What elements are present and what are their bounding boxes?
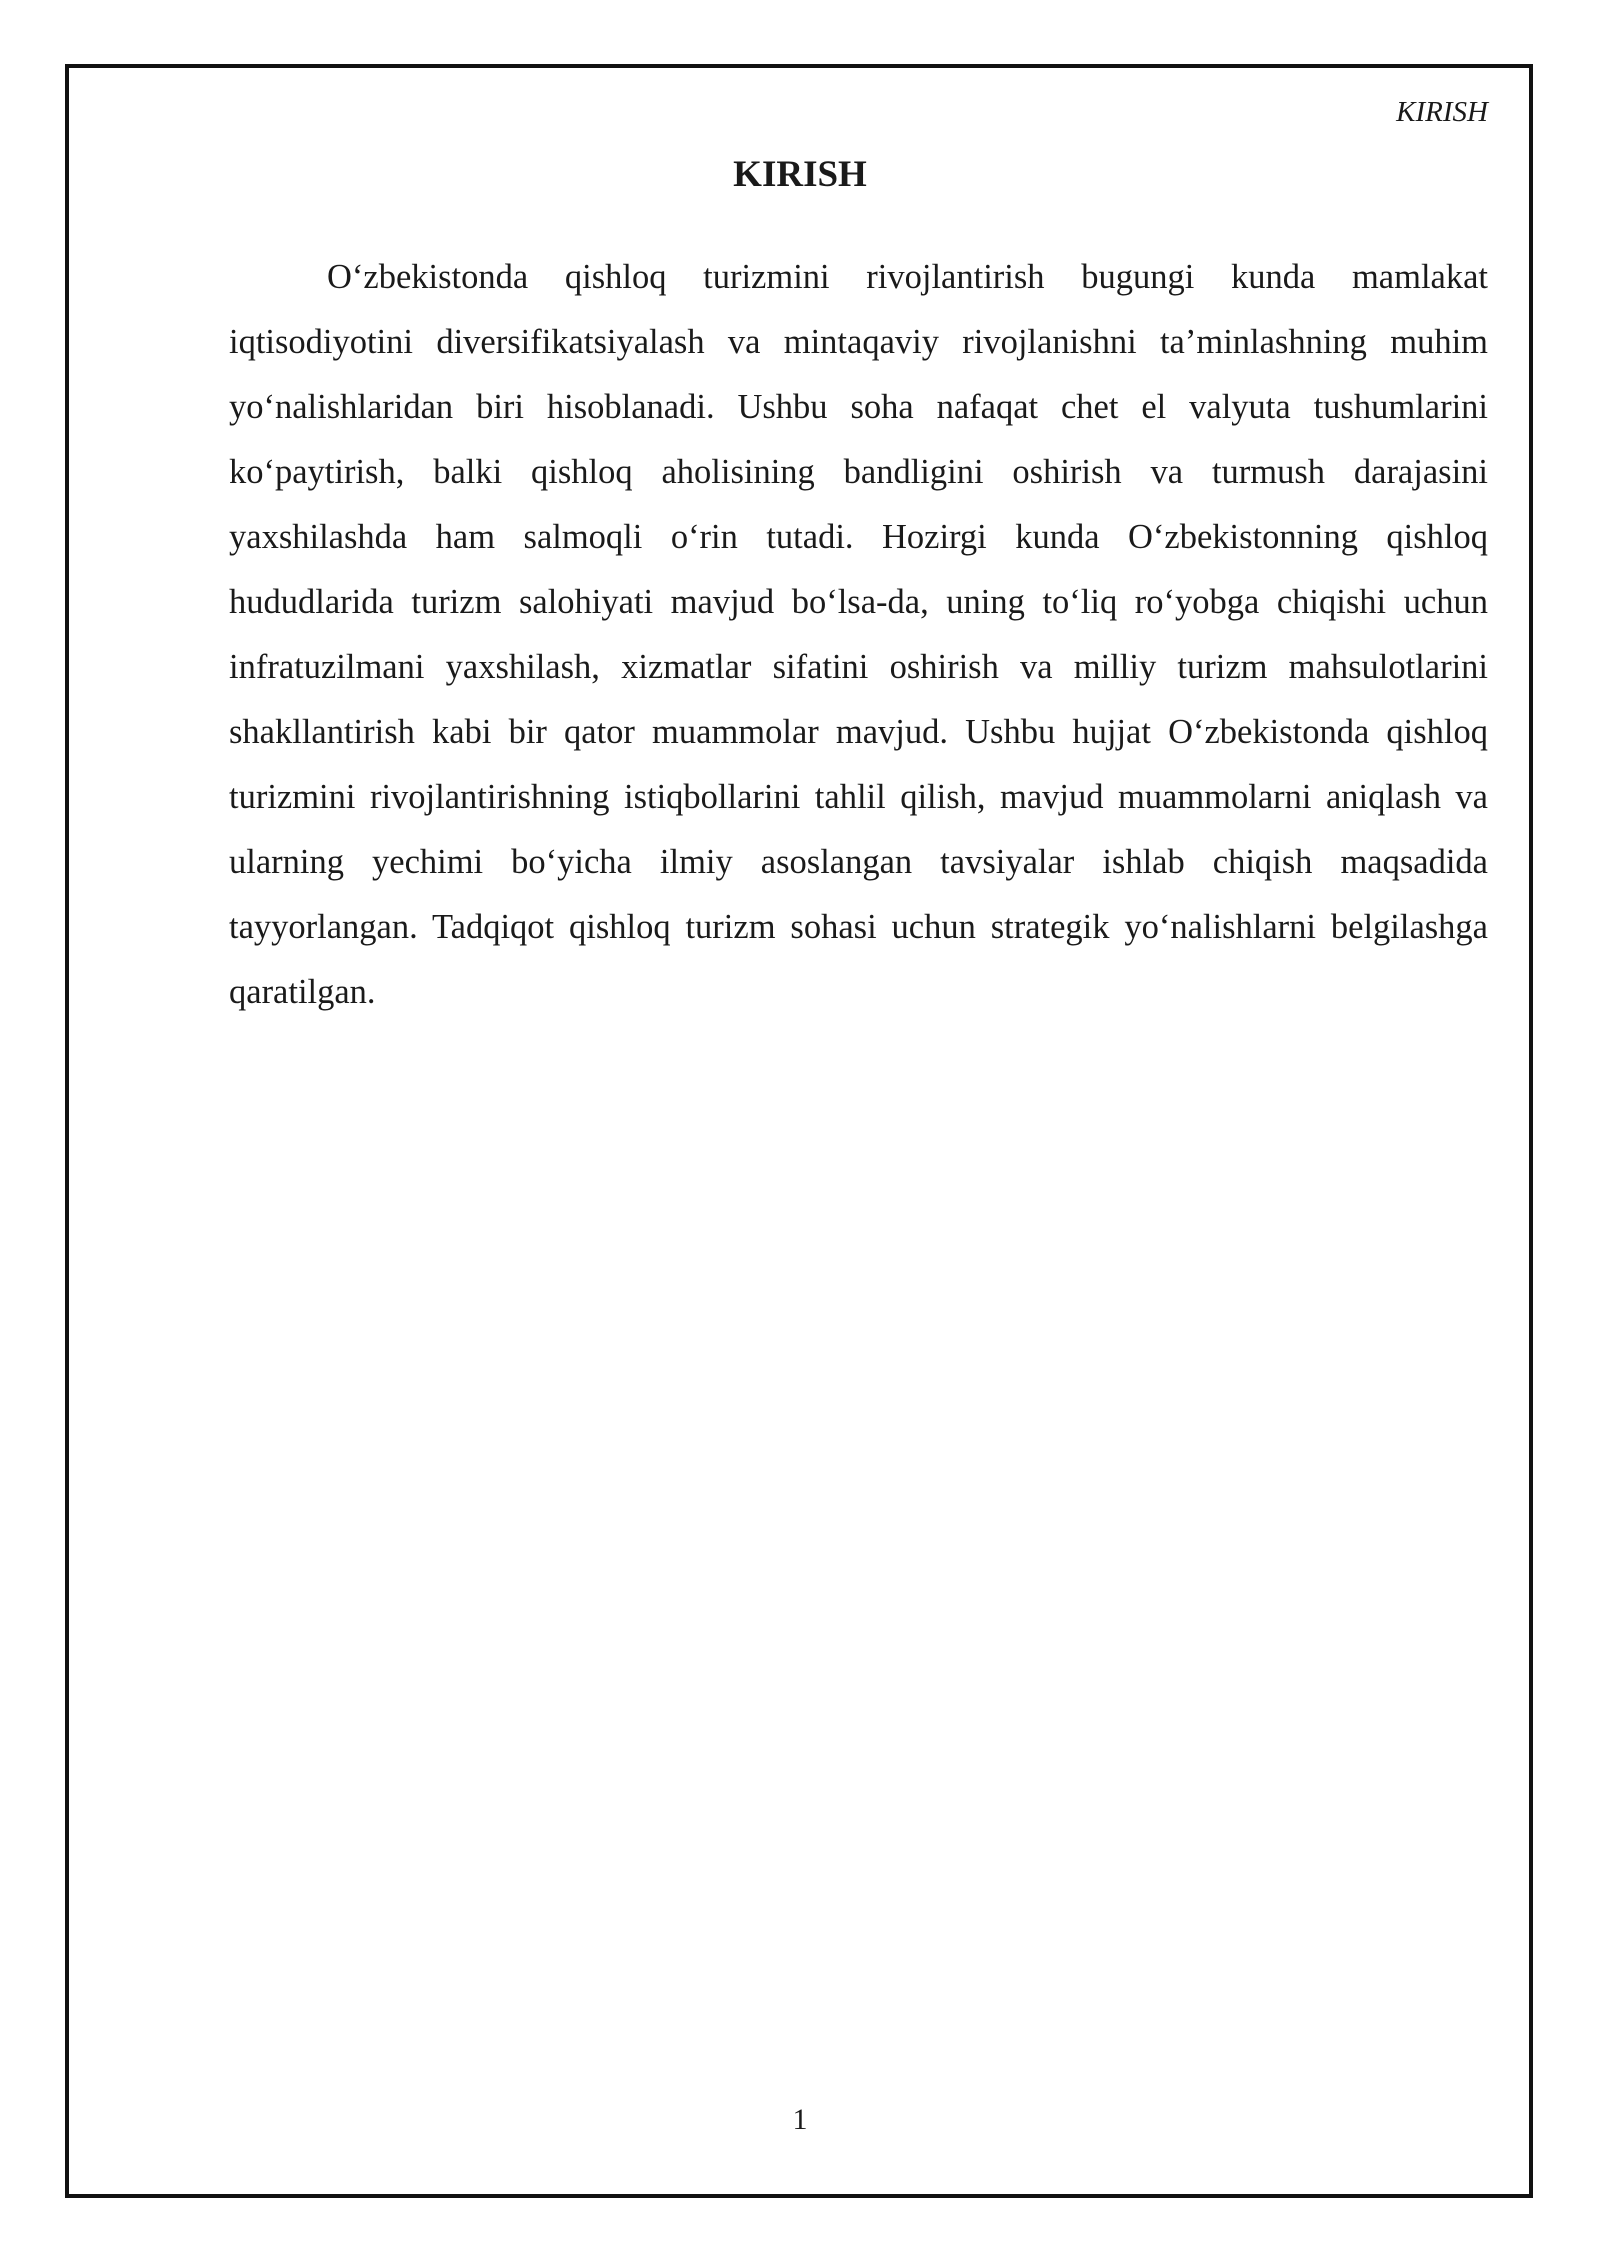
running-header: KIRISH: [1396, 96, 1488, 128]
page-title: KIRISH: [733, 154, 867, 195]
page-number: 1: [792, 2103, 808, 2136]
body-paragraph: O‘zbekistonda qishloq turizmini rivojlantirish bugungi kunda mamlakat iqtisodiyotini diversifikatsiyalash va mintaqaviy rivojlanishni ta’minlashning muhim yo‘nalishlaridan biri hisoblanadi. Ushbu soha nafaqat chet el valyuta tushumlarini ko‘paytirish, balki qishloq aholisining bandligini oshirish va turmush darajasini yaxshilashda ham salmoqli o‘rin tutadi. Hozirgi kunda O‘zbekistonning qishloq hududlarida turizm salohiyati mavjud bo‘lsa-da, uning to‘liq ro‘yobga chiqishi uchun infratuzilmani yaxshilash, xizmatlar sifatini oshirish va milliy turizm mahsulotlarini shakllantirish kabi bir qator muammolar mavjud. Ushbu hujjat O‘zbekistonda qishloq turizmini rivojlantirishning istiqbollarini tahlil qilish, mavjud muammolarni aniqlash va ularning yechimi bo‘yicha ilmiy asoslangan tavsiyalar ishlab chiqish maqsadida tayyorlangan. Tadqiqot qishloq turizm sohasi uchun strategik yo‘nalishlarni belgilashga qaratilgan.: [229, 258, 1488, 1011]
